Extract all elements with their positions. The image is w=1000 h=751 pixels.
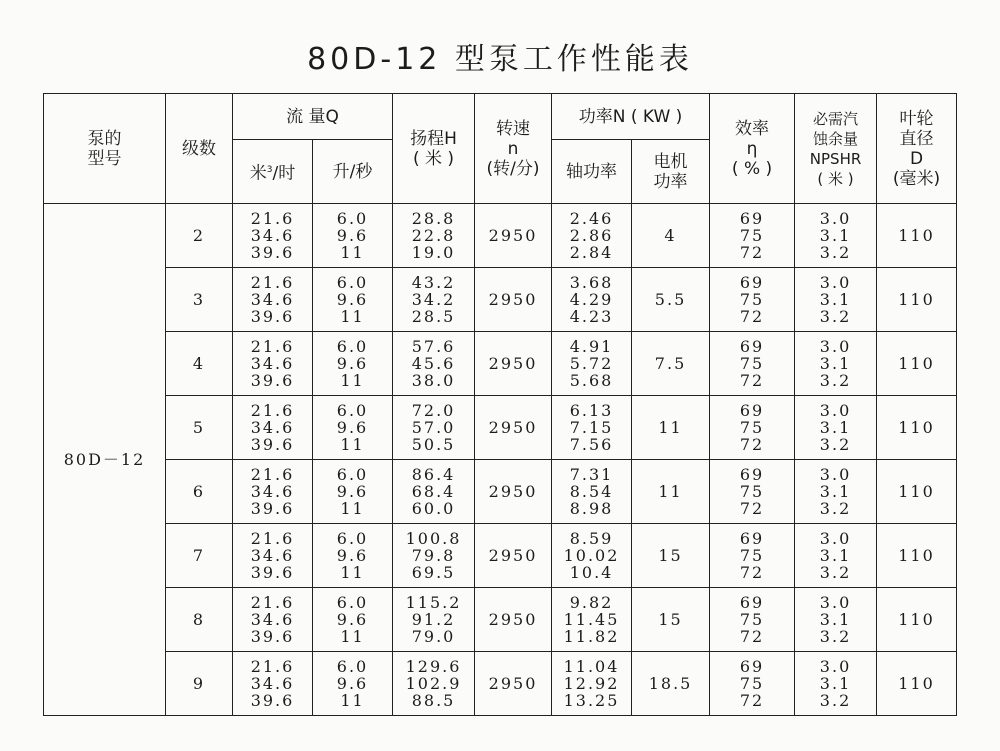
shaft-power-cell-value: 4.91 xyxy=(569,337,614,356)
performance-table xyxy=(43,93,957,716)
efficiency-cell-value: 69 xyxy=(739,401,765,420)
flow-m3h-cell xyxy=(233,332,313,396)
efficiency-cell-value: 75 xyxy=(739,354,765,373)
table-row xyxy=(44,332,957,396)
shaft-power-cell-value: 2.84 xyxy=(569,243,614,262)
efficiency-cell-value: 72 xyxy=(739,243,765,262)
shaft-power-cell-value: 2.46 xyxy=(569,209,614,228)
impeller-diameter-cell: 110 xyxy=(877,460,957,524)
flow-ls-cell-value: 9.6 xyxy=(336,418,369,437)
motor-power-cell: 11 xyxy=(632,396,710,460)
shaft-power-cell-value: 8.54 xyxy=(569,482,614,501)
stage-cell: 3 xyxy=(166,268,233,332)
impeller-diameter-cell: 110 xyxy=(877,652,957,716)
table-row xyxy=(44,460,957,524)
header-row-1 xyxy=(44,94,957,140)
efficiency-cell-value: 75 xyxy=(739,610,765,629)
npshr-cell-value: 3.1 xyxy=(819,546,852,565)
stage-cell: 5 xyxy=(166,396,233,460)
flow-ls-cell-value: 9.6 xyxy=(336,674,369,693)
header-efficiency: 效率 η ( % ) xyxy=(710,94,795,204)
stage-cell: 6 xyxy=(166,460,233,524)
speed-cell: 2950 xyxy=(475,588,552,652)
motor-power-cell: 15 xyxy=(632,588,710,652)
shaft-power-cell-value: 8.59 xyxy=(569,529,614,548)
npshr-cell-value: 3.2 xyxy=(819,435,852,454)
head-cell-value: 50.5 xyxy=(411,435,456,454)
flow-m3h-cell-value: 39.6 xyxy=(250,499,295,518)
npshr-cell-value: 3.2 xyxy=(819,371,852,390)
shaft-power-cell-value: 5.68 xyxy=(569,371,614,390)
flow-ls-cell xyxy=(313,332,393,396)
motor-power-cell: 5.5 xyxy=(632,268,710,332)
npshr-cell xyxy=(795,268,877,332)
head-cell xyxy=(393,460,475,524)
head-cell-value: 57.6 xyxy=(411,337,456,356)
flow-m3h-cell-value: 39.6 xyxy=(250,563,295,582)
stage-cell: 2 xyxy=(166,204,233,268)
npshr-cell-value: 3.2 xyxy=(819,627,852,646)
flow-ls-cell-value: 6.0 xyxy=(336,273,369,292)
speed-cell: 2950 xyxy=(475,524,552,588)
npshr-cell-value: 3.2 xyxy=(819,307,852,326)
speed-cell: 2950 xyxy=(475,652,552,716)
header-shaft-power: 轴功率 xyxy=(552,140,632,204)
flow-ls-cell-value: 6.0 xyxy=(336,337,369,356)
head-cell-value: 38.0 xyxy=(411,371,456,390)
flow-m3h-cell-value: 39.6 xyxy=(250,371,295,390)
table-row xyxy=(44,588,957,652)
flow-ls-cell-value: 11 xyxy=(340,691,365,710)
flow-m3h-cell xyxy=(233,396,313,460)
flow-ls-cell xyxy=(313,268,393,332)
flow-ls-cell xyxy=(313,204,393,268)
flow-ls-cell xyxy=(313,524,393,588)
flow-m3h-cell-value: 34.6 xyxy=(250,482,295,501)
flow-m3h-cell-value: 21.6 xyxy=(250,401,295,420)
shaft-power-cell xyxy=(552,268,632,332)
page-title: 80D-12 型泵工作性能表 xyxy=(307,42,693,77)
head-cell-value: 115.2 xyxy=(405,593,462,612)
efficiency-cell-value: 72 xyxy=(739,499,765,518)
flow-m3h-cell-value: 39.6 xyxy=(250,627,295,646)
npshr-cell-value: 3.1 xyxy=(819,354,852,373)
flow-m3h-cell-value: 34.6 xyxy=(250,610,295,629)
speed-cell: 2950 xyxy=(475,204,552,268)
table-body xyxy=(44,204,957,716)
efficiency-cell-value: 72 xyxy=(739,435,765,454)
npshr-cell-value: 3.0 xyxy=(819,529,852,548)
header-flow: 流 量Q xyxy=(233,94,393,140)
npshr-cell-value: 3.1 xyxy=(819,290,852,309)
header-flow-ls: 升/秒 xyxy=(313,140,393,204)
flow-ls-cell-value: 9.6 xyxy=(336,546,369,565)
npshr-cell-value: 3.0 xyxy=(819,209,852,228)
shaft-power-cell-value: 5.72 xyxy=(569,354,614,373)
efficiency-cell xyxy=(710,204,795,268)
stage-cell: 8 xyxy=(166,588,233,652)
head-cell-value: 60.0 xyxy=(411,499,456,518)
header-speed: 转速 n (转/分) xyxy=(475,94,552,204)
shaft-power-cell-value: 7.15 xyxy=(569,418,614,437)
flow-m3h-cell-value: 34.6 xyxy=(250,418,295,437)
flow-ls-cell xyxy=(313,460,393,524)
efficiency-cell-value: 72 xyxy=(739,563,765,582)
stage-cell: 9 xyxy=(166,652,233,716)
table-row xyxy=(44,204,957,268)
flow-m3h-cell xyxy=(233,204,313,268)
shaft-power-cell-value: 9.82 xyxy=(569,593,614,612)
flow-ls-cell-value: 6.0 xyxy=(336,593,369,612)
shaft-power-cell xyxy=(552,332,632,396)
efficiency-cell xyxy=(710,588,795,652)
impeller-diameter-cell: 110 xyxy=(877,268,957,332)
head-cell xyxy=(393,396,475,460)
npshr-cell xyxy=(795,652,877,716)
table-row xyxy=(44,396,957,460)
speed-cell: 2950 xyxy=(475,268,552,332)
efficiency-cell-value: 69 xyxy=(739,209,765,228)
flow-ls-cell-value: 11 xyxy=(340,243,365,262)
efficiency-cell xyxy=(710,268,795,332)
npshr-cell-value: 3.2 xyxy=(819,691,852,710)
motor-power-cell: 11 xyxy=(632,460,710,524)
efficiency-cell-value: 69 xyxy=(739,657,765,676)
stage-cell: 4 xyxy=(166,332,233,396)
efficiency-cell-value: 69 xyxy=(739,465,765,484)
impeller-diameter-cell: 110 xyxy=(877,588,957,652)
flow-ls-cell-value: 6.0 xyxy=(336,209,369,228)
flow-m3h-cell-value: 39.6 xyxy=(250,691,295,710)
head-cell xyxy=(393,652,475,716)
head-cell-value: 68.4 xyxy=(411,482,456,501)
flow-m3h-cell-value: 34.6 xyxy=(250,290,295,309)
shaft-power-cell-value: 11.45 xyxy=(563,610,620,629)
npshr-cell-value: 3.0 xyxy=(819,337,852,356)
flow-ls-cell xyxy=(313,396,393,460)
flow-ls-cell-value: 6.0 xyxy=(336,465,369,484)
efficiency-cell-value: 69 xyxy=(739,593,765,612)
npshr-cell-value: 3.0 xyxy=(819,401,852,420)
flow-m3h-cell-value: 21.6 xyxy=(250,209,295,228)
table-row xyxy=(44,652,957,716)
efficiency-cell-value: 75 xyxy=(739,418,765,437)
flow-m3h-cell-value: 21.6 xyxy=(250,465,295,484)
header-power: 功率N ( KW ) xyxy=(552,94,710,140)
shaft-power-cell-value: 13.25 xyxy=(563,691,620,710)
efficiency-cell-value: 75 xyxy=(739,482,765,501)
header-head: 扬程H ( 米 ) xyxy=(393,94,475,204)
shaft-power-cell-value: 6.13 xyxy=(569,401,614,420)
shaft-power-cell xyxy=(552,204,632,268)
npshr-cell-value: 3.2 xyxy=(819,499,852,518)
shaft-power-cell-value: 8.98 xyxy=(569,499,614,518)
flow-m3h-cell-value: 21.6 xyxy=(250,593,295,612)
head-cell-value: 22.8 xyxy=(411,226,456,245)
efficiency-cell-value: 69 xyxy=(739,337,765,356)
header-model: 泵的 型号 xyxy=(44,94,166,204)
shaft-power-cell xyxy=(552,524,632,588)
flow-m3h-cell xyxy=(233,524,313,588)
head-cell-value: 72.0 xyxy=(411,401,456,420)
head-cell-value: 91.2 xyxy=(411,610,456,629)
flow-m3h-cell-value: 21.6 xyxy=(250,273,295,292)
efficiency-cell xyxy=(710,332,795,396)
shaft-power-cell xyxy=(552,588,632,652)
head-cell-value: 79.8 xyxy=(411,546,456,565)
flow-ls-cell-value: 11 xyxy=(340,563,365,582)
shaft-power-cell xyxy=(552,652,632,716)
impeller-diameter-cell: 110 xyxy=(877,204,957,268)
head-cell-value: 28.8 xyxy=(411,209,456,228)
flow-ls-cell-value: 11 xyxy=(340,371,365,390)
head-cell xyxy=(393,332,475,396)
shaft-power-cell-value: 12.92 xyxy=(563,674,620,693)
npshr-cell-value: 3.0 xyxy=(819,273,852,292)
npshr-cell-value: 3.2 xyxy=(819,563,852,582)
table-row xyxy=(44,524,957,588)
head-cell-value: 69.5 xyxy=(411,563,456,582)
efficiency-cell-value: 75 xyxy=(739,674,765,693)
head-cell-value: 57.0 xyxy=(411,418,456,437)
shaft-power-cell-value: 11.82 xyxy=(563,627,620,646)
efficiency-cell-value: 72 xyxy=(739,307,765,326)
shaft-power-cell-value: 7.56 xyxy=(569,435,614,454)
efficiency-cell-value: 72 xyxy=(739,627,765,646)
npshr-cell-value: 3.1 xyxy=(819,226,852,245)
npshr-cell xyxy=(795,396,877,460)
flow-ls-cell-value: 6.0 xyxy=(336,657,369,676)
flow-m3h-cell xyxy=(233,460,313,524)
flow-m3h-cell-value: 39.6 xyxy=(250,307,295,326)
efficiency-cell-value: 75 xyxy=(739,290,765,309)
shaft-power-cell-value: 4.23 xyxy=(569,307,614,326)
efficiency-cell-value: 72 xyxy=(739,371,765,390)
speed-cell: 2950 xyxy=(475,460,552,524)
npshr-cell xyxy=(795,460,877,524)
flow-ls-cell-value: 9.6 xyxy=(336,482,369,501)
head-cell xyxy=(393,268,475,332)
flow-m3h-cell-value: 34.6 xyxy=(250,546,295,565)
head-cell-value: 100.8 xyxy=(405,529,462,548)
table-row xyxy=(44,268,957,332)
efficiency-cell-value: 75 xyxy=(739,546,765,565)
efficiency-cell-value: 72 xyxy=(739,691,765,710)
npshr-cell xyxy=(795,524,877,588)
flow-ls-cell-value: 9.6 xyxy=(336,290,369,309)
flow-ls-cell-value: 11 xyxy=(340,435,365,454)
impeller-diameter-cell: 110 xyxy=(877,332,957,396)
head-cell-value: 79.0 xyxy=(411,627,456,646)
flow-ls-cell xyxy=(313,588,393,652)
head-cell-value: 45.6 xyxy=(411,354,456,373)
impeller-diameter-cell: 110 xyxy=(877,396,957,460)
efficiency-cell xyxy=(710,396,795,460)
shaft-power-cell-value: 7.31 xyxy=(569,465,614,484)
npshr-cell-value: 3.0 xyxy=(819,657,852,676)
flow-m3h-cell-value: 21.6 xyxy=(250,529,295,548)
header-impeller-diameter: 叶轮 直径 D (毫米) xyxy=(877,94,957,204)
head-cell-value: 34.2 xyxy=(411,290,456,309)
shaft-power-cell-value: 10.02 xyxy=(563,546,620,565)
header-flow-m3h: 米$^3$/时 xyxy=(233,140,313,204)
flow-m3h-cell-value: 34.6 xyxy=(250,674,295,693)
npshr-cell-value: 3.1 xyxy=(819,610,852,629)
npshr-cell xyxy=(795,332,877,396)
flow-m3h-cell-value: 39.6 xyxy=(250,243,295,262)
efficiency-cell xyxy=(710,652,795,716)
flow-ls-cell-value: 11 xyxy=(340,307,365,326)
flow-ls-cell-value: 6.0 xyxy=(336,401,369,420)
efficiency-cell-value: 75 xyxy=(739,226,765,245)
flow-m3h-cell-value: 21.6 xyxy=(250,657,295,676)
shaft-power-cell-value: 2.86 xyxy=(569,226,614,245)
header-motor-power: 电机 功率 xyxy=(632,140,710,204)
motor-power-cell: 15 xyxy=(632,524,710,588)
head-cell-value: 19.0 xyxy=(411,243,456,262)
head-cell xyxy=(393,524,475,588)
shaft-power-cell xyxy=(552,396,632,460)
npshr-cell-value: 3.1 xyxy=(819,418,852,437)
flow-m3h-cell xyxy=(233,652,313,716)
flow-ls-cell xyxy=(313,652,393,716)
efficiency-cell xyxy=(710,524,795,588)
speed-cell: 2950 xyxy=(475,396,552,460)
head-cell-value: 102.9 xyxy=(405,674,462,693)
head-cell-value: 86.4 xyxy=(411,465,456,484)
shaft-power-cell xyxy=(552,460,632,524)
npshr-cell-value: 3.0 xyxy=(819,465,852,484)
header-npshr: 必需汽 蚀余量 NPSHR ( 米 ) xyxy=(795,94,877,204)
efficiency-cell xyxy=(710,460,795,524)
head-cell xyxy=(393,588,475,652)
npshr-cell xyxy=(795,204,877,268)
shaft-power-cell-value: 11.04 xyxy=(563,657,620,676)
flow-m3h-cell-value: 34.6 xyxy=(250,226,295,245)
flow-m3h-cell-value: 21.6 xyxy=(250,337,295,356)
shaft-power-cell-value: 4.29 xyxy=(569,290,614,309)
motor-power-cell: 7.5 xyxy=(632,332,710,396)
efficiency-cell-value: 69 xyxy=(739,529,765,548)
shaft-power-cell-value: 10.4 xyxy=(569,563,614,582)
speed-cell: 2950 xyxy=(475,332,552,396)
motor-power-cell: 4 xyxy=(632,204,710,268)
head-cell-value: 129.6 xyxy=(405,657,462,676)
flow-m3h-cell-value: 39.6 xyxy=(250,435,295,454)
npshr-cell xyxy=(795,588,877,652)
flow-m3h-cell xyxy=(233,588,313,652)
flow-ls-cell-value: 9.6 xyxy=(336,354,369,373)
npshr-cell-value: 3.2 xyxy=(819,243,852,262)
flow-m3h-cell xyxy=(233,268,313,332)
efficiency-cell-value: 69 xyxy=(739,273,765,292)
flow-ls-cell-value: 9.6 xyxy=(336,226,369,245)
model-cell: 80D－12 xyxy=(44,204,166,716)
flow-ls-cell-value: 11 xyxy=(340,499,365,518)
motor-power-cell: 18.5 xyxy=(632,652,710,716)
flow-ls-cell-value: 6.0 xyxy=(336,529,369,548)
impeller-diameter-cell: 110 xyxy=(877,524,957,588)
shaft-power-cell-value: 3.68 xyxy=(569,273,614,292)
npshr-cell-value: 3.1 xyxy=(819,674,852,693)
flow-ls-cell-value: 11 xyxy=(340,627,365,646)
head-cell xyxy=(393,204,475,268)
head-cell-value: 88.5 xyxy=(411,691,456,710)
stage-cell: 7 xyxy=(166,524,233,588)
npshr-cell-value: 3.0 xyxy=(819,593,852,612)
flow-m3h-cell-value: 34.6 xyxy=(250,354,295,373)
npshr-cell-value: 3.1 xyxy=(819,482,852,501)
head-cell-value: 43.2 xyxy=(411,273,456,292)
header-stages: 级数 xyxy=(166,94,233,204)
flow-ls-cell-value: 9.6 xyxy=(336,610,369,629)
head-cell-value: 28.5 xyxy=(411,307,456,326)
